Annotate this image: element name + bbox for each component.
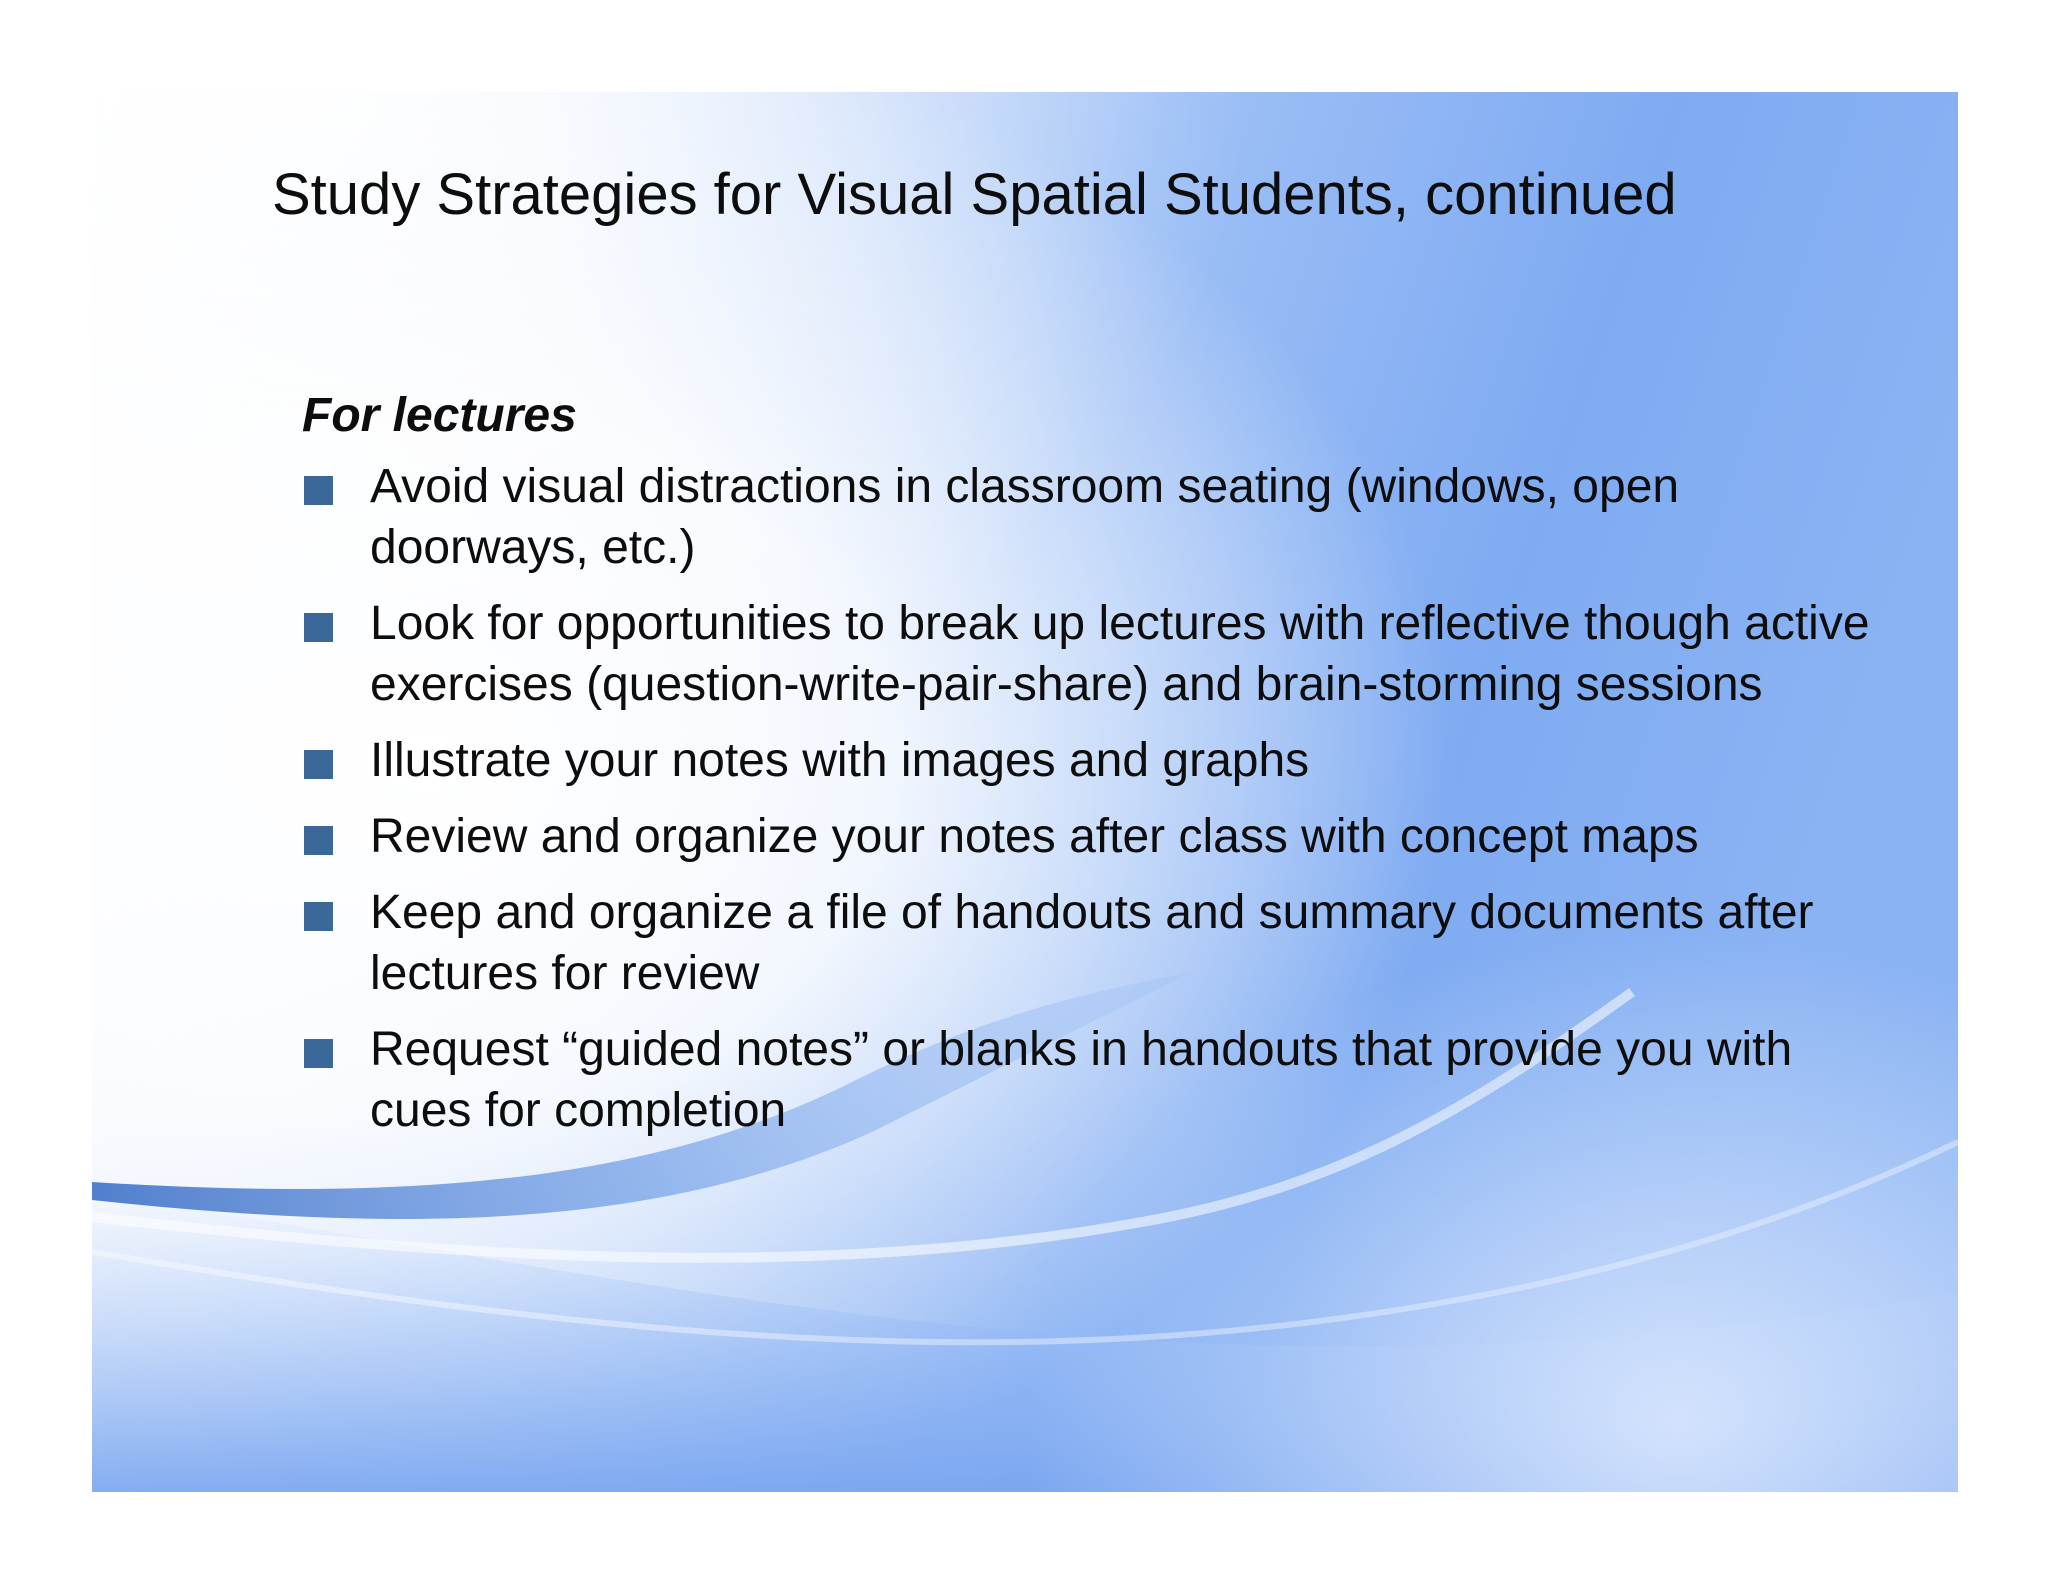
- square-bullet-icon: [304, 902, 333, 931]
- square-bullet-icon: [304, 476, 333, 505]
- bullet-text: Review and organize your notes after class with concept maps: [370, 810, 1699, 863]
- slide-title: Study Strategies for Visual Spatial Students, continued: [272, 162, 1677, 227]
- bullet-item: [302, 593, 1882, 715]
- square-bullet-icon: [304, 826, 333, 855]
- bullet-item: [302, 730, 1882, 791]
- bullet-text: Illustrate your notes with images and graphs: [370, 734, 1310, 787]
- bullet-text: Request “guided notes” or blanks in handouts that provide you with cues for completion: [370, 1023, 1793, 1137]
- bullet-text: Look for opportunities to break up lectures with reflective though active exercises (question-write-pair-share) and brain-storming sessions: [370, 597, 1870, 711]
- bullet-item: [302, 806, 1882, 867]
- bullet-item: [302, 456, 1882, 578]
- bullet-text: Avoid visual distractions in classroom seating (windows, open doorways, etc.): [370, 460, 1680, 574]
- bullet-item: [302, 1019, 1882, 1141]
- square-bullet-icon: [304, 613, 333, 642]
- bullet-list: [302, 456, 1882, 1156]
- slide: [92, 92, 1958, 1492]
- section-heading: For lectures: [302, 389, 577, 442]
- square-bullet-icon: [304, 1039, 333, 1068]
- bullet-item: [302, 882, 1882, 1004]
- bullet-text: Keep and organize a file of handouts and summary documents after lectures for review: [370, 886, 1814, 1000]
- square-bullet-icon: [304, 750, 333, 779]
